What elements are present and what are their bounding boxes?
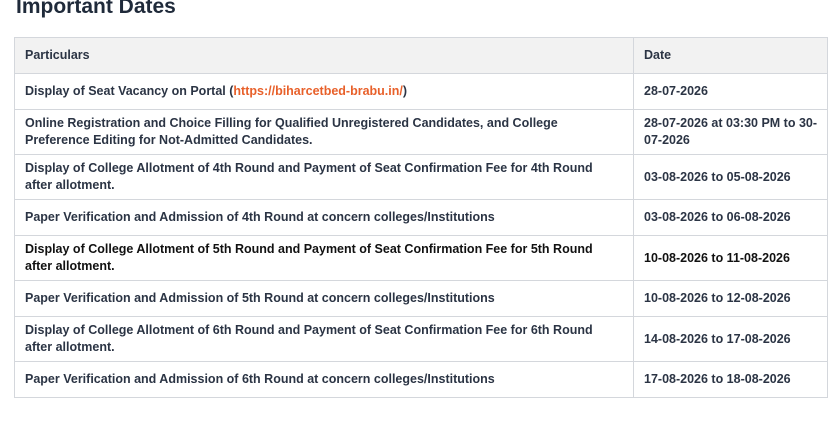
particulars-cell [15,74,634,110]
particulars-cell: Paper Verification and Admission of 4th Round at concern colleges/Institutions [15,200,634,236]
date-cell: 17-08-2026 to 18-08-2026 [634,362,828,398]
column-header-particulars: Particulars [15,38,634,74]
particulars-cell: Display of College Allotment of 5th Round and Payment of Seat Confirmation Fee for 5th Round after allotment. [15,236,634,281]
particulars-text-after: ) [402,84,408,98]
particulars-cell: Paper Verification and Admission of 5th Round at concern colleges/Institutions [15,281,634,317]
table-row [15,74,828,110]
table-row [15,281,828,317]
particulars-cell: Paper Verification and Admission of 6th Round at concern colleges/Institutions [15,362,634,398]
important-dates-table [14,37,828,398]
particulars-cell: Display of College Allotment of 4th Round and Payment of Seat Confirmation Fee for 4th Round after allotment. [15,155,634,200]
particulars-cell: Display of College Allotment of 6th Round and Payment of Seat Confirmation Fee for 6th Round after allotment. [15,317,634,362]
table-row [15,362,828,398]
date-cell: 28-07-2026 [634,74,828,110]
date-cell: 10-08-2026 to 12-08-2026 [634,281,828,317]
table-row [15,317,828,362]
table-row [15,155,828,200]
date-cell: 03-08-2026 to 06-08-2026 [634,200,828,236]
particulars-cell: Online Registration and Choice Filling for Qualified Unregistered Candidates, and College Preference Editing for Not-Admitted Candidates. [15,110,634,155]
column-header-date: Date [634,38,828,74]
table-row [15,200,828,236]
date-cell: 28-07-2026 at 03:30 PM to 30-07-2026 [634,110,828,155]
date-cell: 14-08-2026 to 17-08-2026 [634,317,828,362]
table-header-row [15,38,828,74]
date-cell: 03-08-2026 to 05-08-2026 [634,155,828,200]
date-cell: 10-08-2026 to 11-08-2026 [634,236,828,281]
portal-link[interactable]: https://biharcetbed-brabu.in/ [233,84,403,98]
page-title: Important Dates [16,0,176,18]
table-row [15,110,828,155]
particulars-text-before: Display of Seat Vacancy on Portal ( [25,84,234,98]
table-row [15,236,828,281]
